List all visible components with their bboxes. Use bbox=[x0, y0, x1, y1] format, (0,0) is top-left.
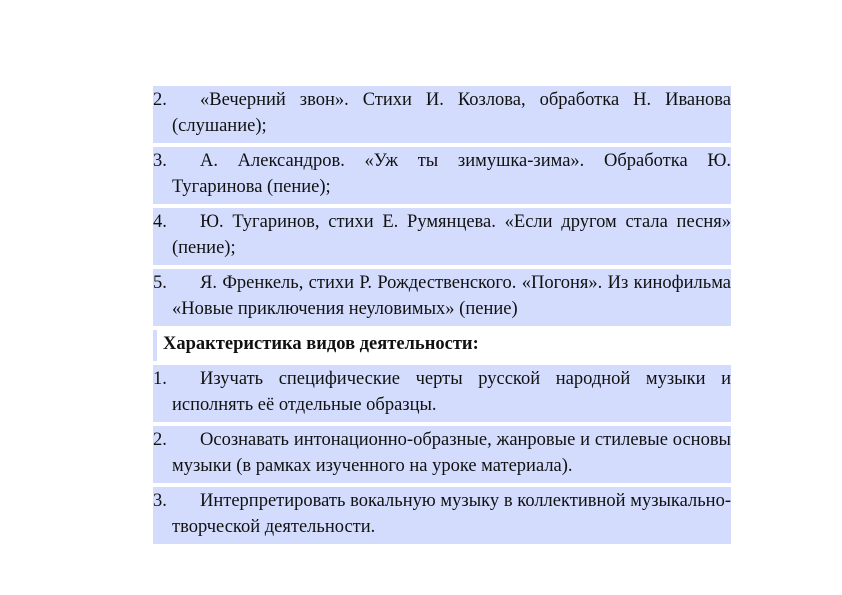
list-number: 3. bbox=[153, 491, 167, 511]
list-number: 1. bbox=[153, 369, 167, 389]
list-item bbox=[153, 208, 731, 265]
list-text: А. Александров. «Уж ты зимушка-зима». Обработка Ю. Тугаринова (пение); bbox=[172, 151, 731, 197]
document-block bbox=[153, 86, 731, 548]
list-item bbox=[153, 487, 731, 544]
list-number: 3. bbox=[153, 151, 167, 171]
list-item bbox=[153, 86, 731, 143]
list-number: 2. bbox=[153, 90, 167, 110]
list-number: 5. bbox=[153, 273, 167, 293]
list-item bbox=[153, 147, 731, 204]
list-item bbox=[153, 365, 731, 422]
list-text: Ю. Тугаринов, стихи Е. Румянцева. «Если другом стала песня» (пение); bbox=[172, 212, 731, 258]
list-text: Я. Френкель, стихи Р. Рождественского. «Погоня». Из кинофильма «Новые приключения неуловимых» (пение) bbox=[172, 273, 731, 319]
section-heading: Характеристика видов деятельности: bbox=[153, 330, 731, 361]
list-text: «Вечерний звон». Стихи И. Козлова, обработка Н. Иванова (слушание); bbox=[172, 90, 731, 136]
list-item bbox=[153, 269, 731, 326]
list-number: 4. bbox=[153, 212, 167, 232]
list-text: Осознавать интонационно-образные, жанровые и стилевые основы музыки (в рамках изученного на уроке материала). bbox=[172, 430, 731, 476]
list-text: Изучать специфические черты русской народной музыки и исполнять её отдельные образцы. bbox=[172, 369, 731, 415]
list-text: Интерпретировать вокальную музыку в коллективной музыкально-творческой деятельности. bbox=[172, 491, 731, 537]
list-item bbox=[153, 426, 731, 483]
list-number: 2. bbox=[153, 430, 167, 450]
